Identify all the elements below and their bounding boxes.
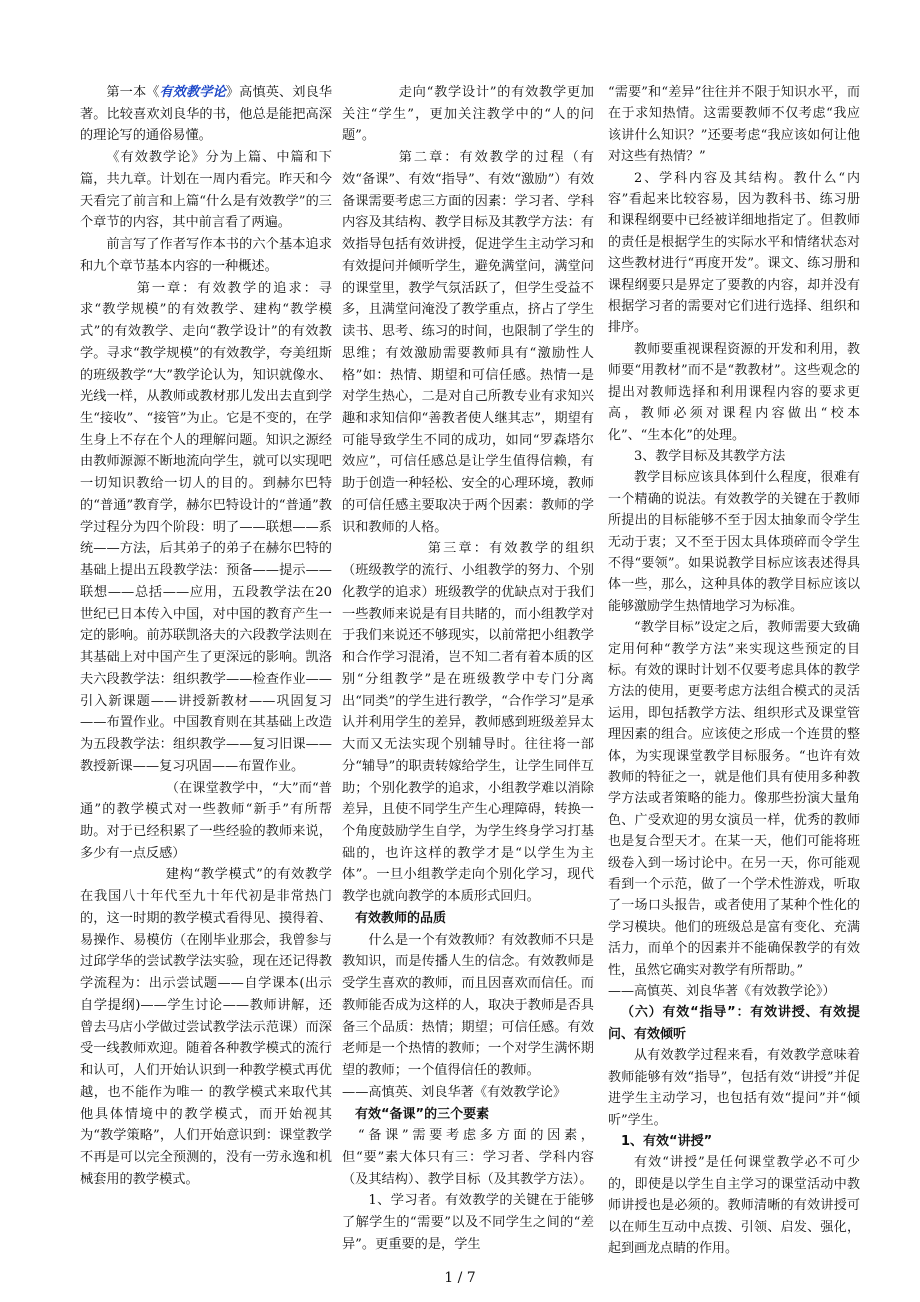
paragraph: 教师要重视课程资源的开发和利用，教师要“用教材”而不是“教教材”。这些观念的提出对教师选择和利用课程内容的要求更高，教师必须对课程内容做出“校本化”、“生本化”的处理。 [608,341,860,443]
paragraph-chapter-1: 第一章：有效教学的追求：寻求“教学规模”的有效教学、建构“教学模式”的有效教学、走向“教学设计”的有效教学。寻求“教学规模”的有效教学，夸美纽斯的班级教学“大”教学论认为，知识就像水、光线一样，从教师或教材那儿发出去直到学生“接收”、“接管”为止。它是不变的，在学生身上不存在个人的理解问题。知识之源经由教师源源不断地流向学生，就可以实现吧一切知识教给一切人的目的。到赫尔巴特的“普通”教育学，赫尔巴特设计的“普通”教学过程分为四个阶段：明了——联想——系统——方法，后其弟子的弟子在赫尔巴特的基础上提出五段教学法：预备——提示——联想——总括——应用，五段教学法在20世纪已日本传入中国，对中国的教育产生一定的影响。前苏联凯洛夫的六段教学法则在其基础上对中国产生了更深远的影响。凯洛夫六段教学法：组织教学——检查作业——引入新课题——讲授新教材——巩固复习——布置作业。中国教育则在其基础上改造为五段教学法：组织教学——复习旧课——教授新课——复习巩固——布置作业。 [80,280,332,774]
paragraph: 《有效教学论》分为上篇、中篇和下篇，共九章。计划在一周内看完。昨天和今天看完了前言和上篇“什么是有效教学”的三个章节的内容，其中前言看了两遍。 [80,150,332,231]
paragraph: 有效“讲授”是任何课堂教学必不可少的，即使是以学生自主学习的课堂活动中教师讲授也是必须的。教师清晰的有效讲授可以在师生互动中点拨、引领、启发、强化，起到画龙点睛的作用。 [608,1155,860,1256]
column-middle [342,82,594,1256]
subheading: 3、教学目标及其教学方法 [634,448,786,464]
intro-prefix: 第一本《 [106,85,160,100]
paragraph: 1、学习者。有效教学的关键在于能够了解学生的“需要”以及不同学生之间的“差异”。更重要的是，学生 [342,1193,594,1252]
paragraph-chapter-3: 第三章：有效教学的组织（班级教学的流行、小组教学的努力、个别化教学的追求）班级教学的优缺点对于我们一些教师来说是有目共睹的，而小组教学对于我们来说还不够现实，以前常把小组教学和合作学习混淆，岂不知二者有着本质的区别“分组教学”是在班级教学中专门分离出“同类”的学生进行教学，“合作学习”是承认并利用学生的差异，教师感到班级差异太大而又无法实现个别辅导时。往往将一部分“辅导”的职责转嫁给学生，让学生同伴互助；个别化教学的追求，小组教学难以消除差异，且使不同学生产生心理障碍，转换一个角度鼓励学生自学，为学生终身学习打基础的，也许这样的教学才是“以学生为主体”。一旦小组教学走向个别化学习，现代教学也就向教学的本质形式回归。 [342,541,594,905]
paragraph: 2、学科内容及其结构。教什么“内容”看起来比较容易，因为教科书、练习册和课程纲要中已经被详细地指定了。但教师的责任是根据学生的实际水平和情绪状态对这些教材进行“再度开发”。课文、练习册和课程纲要只是界定了要教的内容，却并没有根据学习者的需要对它们进行选择、组织和排序。 [608,170,860,336]
paragraph: 前言写了作者写作本书的六个基本追求和九个章节基本内容的一种概述。 [80,237,332,274]
paragraph-chapter-2: 第二章：有效教学的过程（有效“备课”、有效“指导”、有效“激励”）有效备课需要考虑三方面的因素：学习者、学科内容及其结构、教学目标及其教学方法：有效指导包括有效讲授，促进学生主动学习和有效提问并倾听学生，避免满堂问，满堂问的课堂里，教学气氛活跃了，但学生受益不多，且满堂问淹没了教学重点，挤占了学生读书、思考、练习的时间，也限制了学生的思维；有效激励需要教师具有“激励性人格”如：热情、期望和可信任感。热情一是对学生热心，二是对自己所教专业有求知兴趣和求知信仰“善教者使人继其志”，期望有可能导致学生不同的成功，如同“罗森塔尔效应”，可信任感总是让学生值得信赖，有助于创造一种轻松、安全的心理环境，教师的可信任感主要取决于两个因素：教师的学识和教师的人格。 [342,150,594,535]
paragraph-note: （在课堂教学中，“大”而“普通”的教学模式对一些教师“新手”有所帮助。对于已经积累了一些经验的教师来说，多少有一点反感） [80,780,332,861]
book-title-link[interactable]: 有效教学论 [159,85,226,100]
section-heading: （六）有效“指导”：有效讲授、有效提问、有效倾听 [608,1005,860,1042]
paragraph: 教学目标应该具体到什么程度，很难有一个精确的说法。有效教学的关键在于教师所提出的目标能够不至于因太抽象而令学生无动于衷；又不至于因太具体琐碎而令学生不得“要领”。如果说教学目标应该表述得具体一些，那么，这种具体的教学目标应该以能够激励学生热情地学习为标准。 [608,470,860,614]
paragraph: 从有效教学过程来看，有效教学意味着教师能够有效“指导”，包括有效“讲授”并促进学生主动学习，也包括有效“提问”并“倾听”学生。 [608,1048,860,1128]
paragraph: 建构“教学模式”的有效教学在我国八十年代至九十年代初是非常热门的，这一时期的教学模式看得见、摸得着、易操作、易模仿（在刚毕业那会，我曾参与过邱学华的尝试教学法实验，现在还记得教学流程为：出示尝试题——自学课本(出示自学提纲)——学生讨论——教师讲解，还曾去马店小学做过尝试教学法示范课）而深受一线教师欢迎。随着各种教学模式的流行和认可，人们开始认识到一种教学模式再优越，也不能作为唯一 的教学模式来取代其他具体情境中的教学模式，而开始视其为“教学策略”，人们开始意识到：课堂教学不再是可以完全预测的，没有一劳永逸和机械套用的教学模式。 [80,867,332,1187]
citation: ——高慎英、刘良华著《有效教学论》 [342,1084,567,1100]
paragraph-intro [80,82,332,147]
column-right [608,82,860,1259]
page-number: 1 / 7 [444,1270,476,1286]
section-heading: 有效教师的品质 [355,910,447,926]
section-heading: 1、有效“讲授” [621,1133,713,1149]
section-heading: 有效“备课”的三个要素 [355,1106,490,1122]
paragraph: “教学目标”设定之后，教师需要大致确定用何种“教学方法”来实现这些预定的目标。有效的课时计划不仅要考虑具体的教学方法的使用，更要考虑方法组合模式的灵活运用，即包括教学方法、组织形式及课堂管理因素的组合。应该使之形成一个连贯的整体，为实现课堂教学目标服务。“也许有效教师的特征之一，就是他们具有使用多种教学方法或者策略的能力。像那些扮演大量角色、广受欢迎的男女演员一样，优秀的教师也是复合型天才。在某一天，他们可能将班级卷入到一场讨论中。在另一天，你可能观看到一个示范，做了一个学术性游戏，听取了一场口头报告，或者使用了某种个性化的学习模块。他们的班级总是富有变化、充满活力，而单个的因素并不能确保教学的有效性，虽然它确实对教学有所帮助。” [608,620,860,978]
paragraph: 什么是一个有效教师？有效教师不只是教知识，而是传播人生的信念。有效教师是受学生喜欢的教师，而且因喜欢而信任。而教师能否成为这样的人，取决于教师是否具备三个品质：热情；期望；可信任感。有效老师是一个热情的教师；一个对学生满怀期望的教师；一个值得信任的教师。 [342,932,594,1079]
paragraph: 走向“教学设计”的有效教学更加关注“学生”，更加关注教学中的“人的问题”。 [342,85,594,144]
column-left [80,82,332,1190]
intro-suffix: 》高慎英、刘良华著。比较喜欢刘良华的书，他总是能把高深的理论写的通俗易懂。 [80,85,333,144]
paragraph: “备课”需要考虑多方面的因素，但“要”素大体只有三：学习者、学科内容（及其结构）、教学目标（及其教学方法）。 [342,1128,594,1187]
paragraph: “需要”和“差异”往往并不限于知识水平，而在于求知热情。这需要教师不仅考虑“我应该讲什么知识？”还要考虑“我应该如何让他对这些有热情？” [608,85,860,165]
citation: ——高慎英、刘良华著《有效教学论》） [608,984,836,1000]
